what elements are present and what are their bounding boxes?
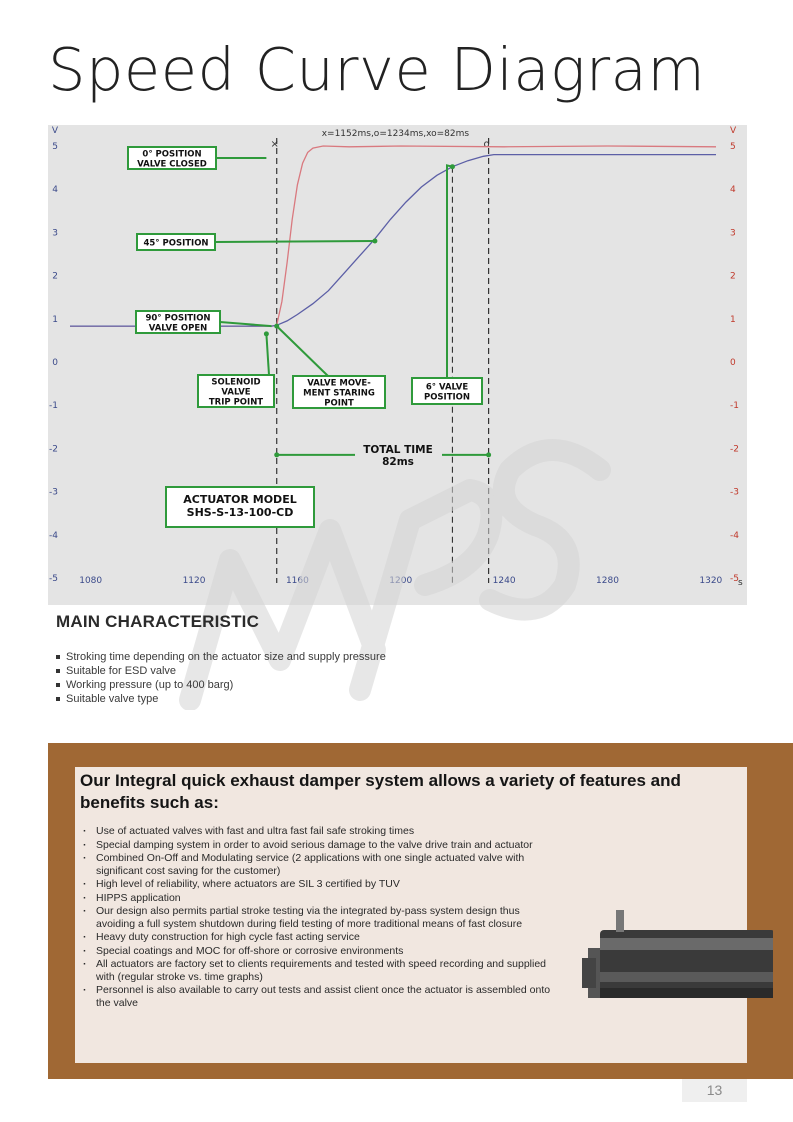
speed-curve-chart xyxy=(48,125,747,605)
list-item: · Our design also permits partial stroke testing via the integrated by-pass system design thus avoiding a full system shutdown during field testing of more traditional means of fast closure xyxy=(80,905,560,930)
y-tick-label-left: 2 xyxy=(52,271,58,282)
list-item: · Combined On-Off and Modulating service (2 applications with one single actuated valve with significant cost saving for the customer) xyxy=(80,852,560,877)
main-characteristic-list xyxy=(56,650,616,706)
features-list xyxy=(80,825,560,1010)
annotation-movement-start xyxy=(293,376,385,409)
page-title: Speed Curve Diagram xyxy=(48,35,706,104)
list-item: · HIPPS application xyxy=(80,892,560,905)
y-tick-label-right: 3 xyxy=(730,228,736,239)
x-tick-label: 1200 xyxy=(389,576,413,586)
y-tick-label-left: -2 xyxy=(49,444,58,455)
annotation-actuator-model xyxy=(166,487,314,527)
annotation-actuator-model-label: SHS-S-13-100-CD xyxy=(186,506,294,519)
annotation-total-time-label: 82ms xyxy=(382,455,414,468)
x-tick-label: 1080 xyxy=(79,576,103,586)
x-tick-label: 1280 xyxy=(596,576,619,586)
y-tick-label-right: 5 xyxy=(730,141,736,152)
y-tick-label-left: 1 xyxy=(52,314,58,325)
y-tick-label-left: -4 xyxy=(49,530,58,541)
y-axis-label-right: V xyxy=(730,126,737,136)
annotation-solenoid-trip-label: TRIP POINT xyxy=(208,397,264,408)
x-axis-label: s xyxy=(738,578,743,588)
y-tick-label-right: -1 xyxy=(730,401,739,412)
y-tick-label-right: -4 xyxy=(730,530,739,541)
annotation-6-valve xyxy=(412,378,482,404)
annotation-solenoid-trip-label: SOLENOID xyxy=(211,377,261,388)
y-tick-label-right: -5 xyxy=(730,574,739,584)
annotation-actuator-model-label: ACTUATOR MODEL xyxy=(183,493,297,506)
list-item: · Special coatings and MOC for off-shore or corrosive environments xyxy=(80,945,560,958)
y-tick-label-left: 3 xyxy=(52,228,58,239)
list-item: Suitable for ESD valve xyxy=(56,664,616,678)
list-item: · Personnel is also available to carry out tests and assist client once the actuator is assembled onto the valve xyxy=(80,984,560,1009)
annotation-point xyxy=(372,239,377,244)
actuator-image xyxy=(568,908,773,1013)
y-tick-label-right: 4 xyxy=(730,185,736,196)
y-tick-label-left: 0 xyxy=(52,357,58,368)
list-item: · Special damping system in order to avoid serious damage to the valve drive train and actuator xyxy=(80,839,560,852)
annotation-45-position-label: 45° POSITION xyxy=(143,238,209,249)
annotation-movement-start-label: VALVE MOVE- xyxy=(307,378,371,389)
list-item: · High level of reliability, where actuators are SIL 3 certified by TUV xyxy=(80,878,560,891)
annotation-45-position xyxy=(137,234,215,250)
annotation-movement-start-label: MENT STARING xyxy=(303,388,375,399)
annotation-valve-open-label: VALVE OPEN xyxy=(148,323,208,334)
chart-title: x=1152ms,o=1234ms,xo=82ms xyxy=(321,129,470,139)
annotation-point xyxy=(274,324,279,329)
list-item: · Use of actuated valves with fast and ultra fast fail safe stroking times xyxy=(80,825,560,838)
list-item: · All actuators are factory set to clients requirements and tested with speed recording and supplied with (regular stroke vs. time graphs) xyxy=(80,958,560,983)
y-tick-label-right: -2 xyxy=(730,444,739,455)
y-tick-label-left: -5 xyxy=(49,574,58,584)
list-item: Stroking time depending on the actuator size and supply pressure xyxy=(56,650,616,664)
annotation-leader xyxy=(277,326,328,376)
y-axis-label-left: V xyxy=(51,126,58,136)
marker-label-o: o xyxy=(483,139,490,150)
y-tick-label-right: 1 xyxy=(730,314,736,325)
annotation-valve-closed-label: 0° POSITION xyxy=(142,149,202,160)
annotation-solenoid-trip-label: VALVE xyxy=(221,387,251,398)
page-number: 13 xyxy=(682,1079,747,1102)
annotation-leader xyxy=(266,334,269,375)
x-tick-label: 1240 xyxy=(492,576,516,586)
annotation-point xyxy=(450,164,455,169)
chart-canvas xyxy=(48,125,747,605)
list-item: Working pressure (up to 400 barg) xyxy=(56,678,616,692)
marker-label-x: × xyxy=(270,139,279,150)
annotation-valve-closed xyxy=(128,147,216,170)
annotation-total-time xyxy=(363,444,433,468)
x-tick-label: 1120 xyxy=(182,576,206,586)
x-tick-label: 1320 xyxy=(699,576,723,586)
y-tick-label-right: 2 xyxy=(730,271,736,282)
main-characteristic-heading: MAIN CHARACTERISTIC xyxy=(56,612,260,631)
annotation-solenoid-trip xyxy=(198,375,274,408)
list-item: Suitable valve type xyxy=(56,692,616,706)
features-heading: Our Integral quick exhaust damper system allows a variety of features and benefits such as: xyxy=(80,771,681,812)
annotation-point xyxy=(486,452,491,457)
annotation-point xyxy=(274,452,279,457)
main-characteristic-section xyxy=(56,612,616,706)
annotation-total-time-label: TOTAL TIME xyxy=(363,443,433,456)
annotation-6-valve-label: POSITION xyxy=(423,392,471,403)
annotation-valve-open xyxy=(136,311,220,334)
x-tick-label: 1160 xyxy=(285,576,309,586)
y-tick-label-left: 4 xyxy=(52,185,58,196)
annotation-6-valve-label: 6° VALVE xyxy=(425,382,469,393)
annotation-leader xyxy=(447,165,452,378)
annotation-valve-closed-label: VALVE CLOSED xyxy=(137,159,207,170)
y-tick-label-left: -1 xyxy=(49,401,58,412)
y-tick-label-right: 0 xyxy=(730,357,736,368)
annotation-leader xyxy=(215,241,375,242)
y-tick-label-right: -3 xyxy=(730,487,739,498)
annotation-point xyxy=(264,331,269,336)
annotation-valve-open-label: 90° POSITION xyxy=(145,313,211,324)
y-tick-label-left: 5 xyxy=(52,141,58,152)
y-tick-label-left: -3 xyxy=(49,487,58,498)
annotation-movement-start-label: POINT xyxy=(324,398,354,409)
list-item: · Heavy duty construction for high cycle fast acting service xyxy=(80,931,560,944)
